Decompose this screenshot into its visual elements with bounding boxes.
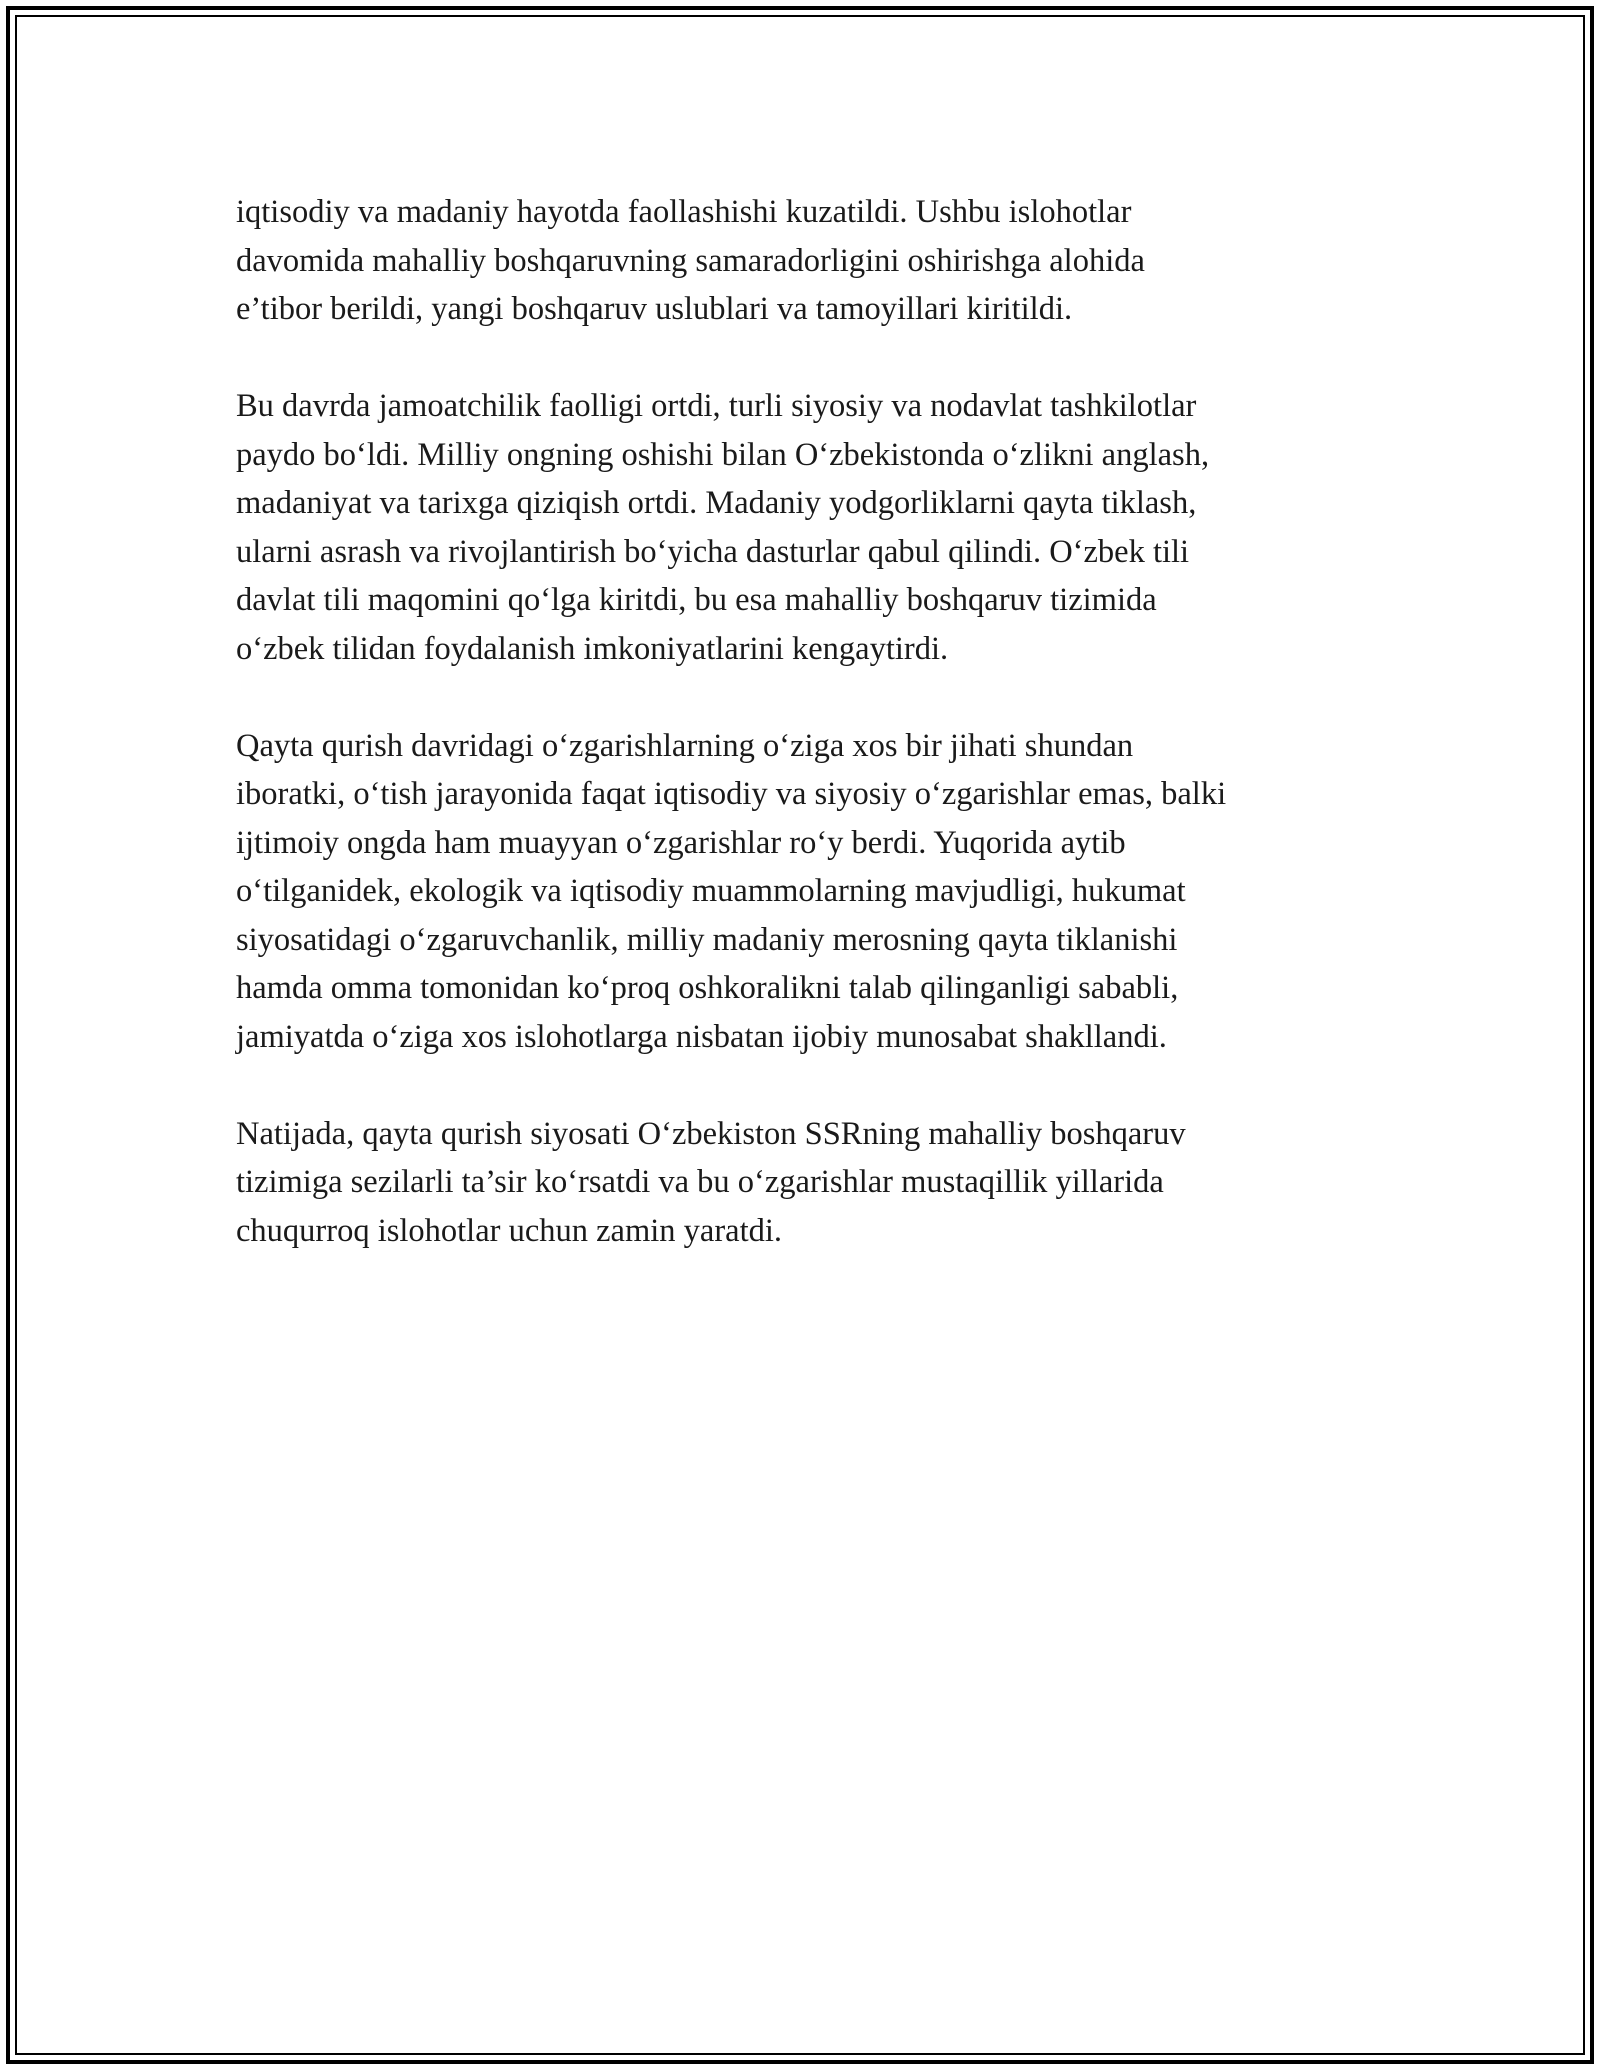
text-line: e’tibor berildi, yangi boshqaruv uslublari va tamoyillari kiritildi. <box>236 291 1073 327</box>
text-line: davomida mahalliy boshqaruvning samaradorligini oshirishga alohida <box>236 242 1145 279</box>
text-line: madaniyat va tarixga qiziqish ortdi. Madaniy yodgorliklarni qayta tiklash, <box>236 485 1197 521</box>
text-line: Qayta qurish davridagi o‘zgarishlarning o‘ziga xos bir jihati shundan <box>236 727 1134 764</box>
text-line: o‘zbek tilidan foydalanish imkoniyatlarini kengaytirdi. <box>236 630 949 667</box>
text-line: o‘tilganidek, ekologik va iqtisodiy muammolarning mavjudligi, hukumat <box>236 873 1186 909</box>
text-line: ularni asrash va rivojlantirish bo‘yicha dasturlar qabul qilindi. O‘zbek tili <box>236 533 1190 570</box>
text-line: siyosatidagi o‘zgaruvchanlik, milliy madaniy merosning qayta tiklanishi <box>236 921 1178 958</box>
paragraph-3 <box>236 722 1366 1062</box>
text-line: tizimiga sezilarli ta’sir ko‘rsatdi va bu o‘zgarishlar mustaqillik yillarida <box>236 1164 1164 1200</box>
document-body <box>236 188 1366 1304</box>
text-line: Natijada, qayta qurish siyosati O‘zbekiston SSRning mahalliy boshqaruv <box>236 1115 1186 1152</box>
text-line: ijtimoiy ongda ham muayyan o‘zgarishlar ro‘y berdi. Yuqorida aytib <box>236 824 1126 861</box>
text-line: chuqurroq islohotlar uchun zamin yaratdi. <box>236 1212 783 1249</box>
text-line: paydo bo‘ldi. Milliy ongning oshishi bilan O‘zbekistonda o‘zlikni anglash, <box>236 436 1210 473</box>
text-line: jamiyatda o‘ziga xos islohotlarga nisbatan ijobiy munosabat shakllandi. <box>236 1018 1167 1055</box>
text-line: Bu davrda jamoatchilik faolligi ortdi, turli siyosiy va nodavlat tashkilotlar <box>236 388 1197 424</box>
text-line: iqtisodiy va madaniy hayotda faollashishi kuzatildi. Ushbu islohotlar <box>236 194 1132 230</box>
paragraph-2 <box>236 382 1366 673</box>
text-line: davlat tili maqomini qo‘lga kiritdi, bu esa mahalliy boshqaruv tizimida <box>236 582 1157 618</box>
paragraph-1 <box>236 188 1366 334</box>
text-line: iboratki, o‘tish jarayonida faqat iqtisodiy va siyosiy o‘zgarishlar emas, balki <box>236 776 1227 812</box>
paragraph-4 <box>236 1110 1366 1256</box>
text-line: hamda omma tomonidan ko‘proq oshkoralikni talab qilinganligi sababli, <box>236 970 1179 1006</box>
